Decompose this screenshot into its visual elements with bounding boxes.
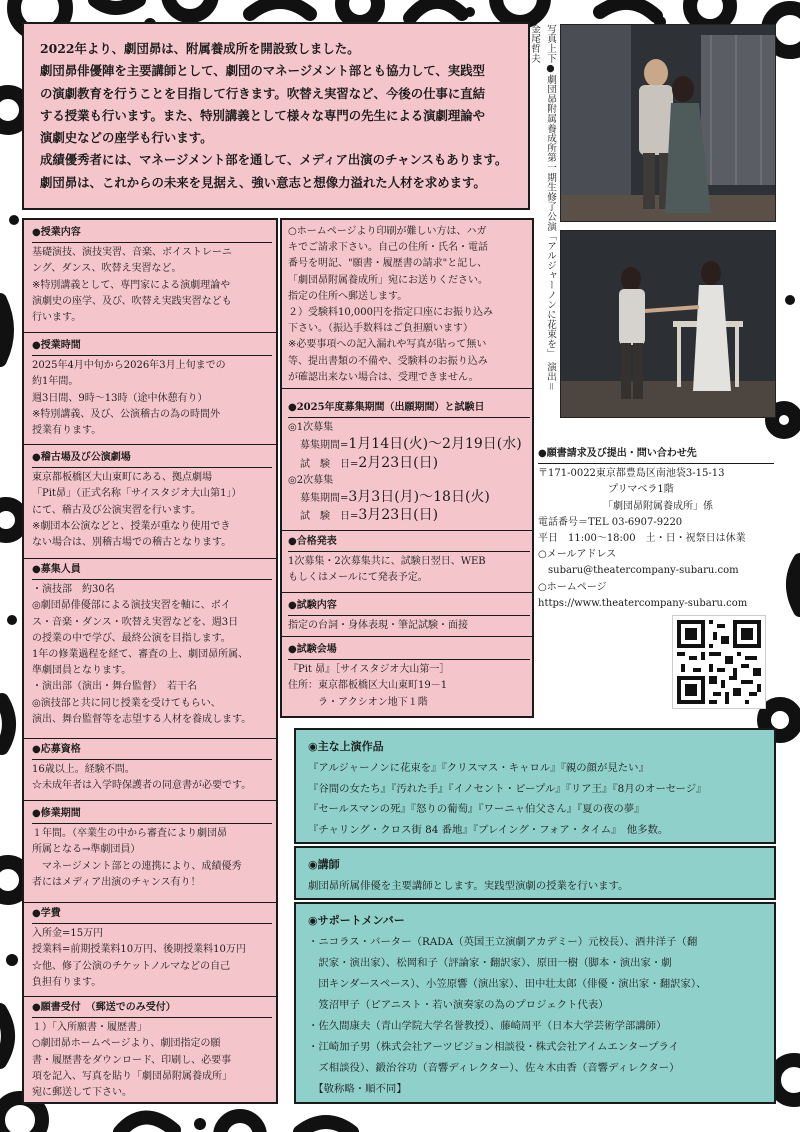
round1-exam-date: 2月23日(日) (358, 454, 439, 471)
section-heading: ●応募資格 (32, 742, 272, 760)
support-box (294, 902, 776, 1104)
support-members: ・ニコラス・バーター（RADA（英国王立演劇アカデミー）元校長）、酒井洋子（翻 訳家・演出家）、松岡和子（評論家・翻訳家）、原田一樹（脚本・演出家・劇 団キンダースペース）、小笠原響（演出家）、田中壮太郎（俳優・演出家・翻訳家）、 笈沼甲子（ピアニスト・若い演奏家の為のプロジェクト代表） ・佐久間康夫（青山学院大学名誉教授）、藤崎周平（日本大学芸術学部講師） ・江崎加子男（株式会社アーツビジョン相談役・株式会社アイムエンタープライ ズ相談役）、鍛治谷功（音響ディレクター）、佐々木由香（音響ディレクター） 【敬称略・順不同】 (308, 936, 707, 1095)
photo-caption: 写真上下●劇団昴附属養成所第一期生修了公演「アルジャーノンに花束を」 演出＝金尾哲夫 (529, 24, 556, 392)
contact-details: 〒171-0022東京都豊島区南池袋3-15-13 プリマベラ1階 「劇団昴附属養成所」係 電話番号＝TEL 03-6907-9220 平日 11:00〜18:00 土・日・祝祭日は休業 ○メールアドレス subaru@theatercompany-subaru.com ○ホームページ https://www.theatercompany-subaru.com (538, 468, 748, 609)
divider (22, 332, 278, 333)
works-box (294, 728, 776, 844)
section-schedule (288, 400, 530, 525)
round2-title: ◎2次募集 (288, 474, 334, 486)
intro-line: 劇団昴は、これからの未来を見据え、強い意志と想像力溢れた人材を求めます。 (40, 174, 486, 190)
section-exam-venue (288, 642, 530, 711)
section-heading: ●授業内容 (32, 225, 272, 243)
section-body: 16歳以上。経験不問。 ☆未成年者は入学時保護者の同意書が必要です。 (32, 764, 252, 792)
exam-label: 試 験 日= (300, 458, 359, 470)
lecturer-text: 劇団昴所属俳優を主要講師とします。実践型演劇の授業を行います。 (308, 880, 629, 892)
section-heading: ●願書受付 （郵送でのみ受付） (32, 1000, 272, 1018)
period-label: 募集期間= (300, 440, 349, 452)
works-list: 『アルジャーノンに花束を』『クリスマス・キャロル』『親の顔が見たい』 『谷間の女たち』『汚れた手』『イノセント・ピープル』『リア王』『8月のオーセージ』 『セールスマンの死』『怒りの葡萄』『ワーニャ伯父さん』『夏の夜の夢』 『チャリング・クロス街 84 番地』『ブレイング・フォア・タイム』 他多数。 (308, 762, 707, 836)
round2-exam-date: 3月23日(日) (358, 507, 439, 524)
divider (280, 530, 534, 531)
section-exam-content (288, 598, 530, 634)
intro-line: する授業も行います。また、特別講義として様々な専門の先生による演劇理論や (40, 107, 486, 123)
section-venue (32, 450, 272, 551)
intro-line: の演劇教育を行うことを目指して行きます。吹替え実習など、今後の仕事に直結 (40, 85, 486, 101)
section-recruitment (32, 562, 272, 728)
qr-code-icon[interactable] (672, 615, 766, 709)
section-heading: ●学費 (32, 906, 272, 924)
section-heading: ●願書請求及び提出・問い合わせ先 (538, 446, 774, 464)
section-course-content (32, 225, 272, 326)
section-body: １年間。（卒業生の中から審査により劇団昴 所属となる→準劇団員） マネージメント部との連携により、成績優秀 者にはメディア出演のチャンス有り！ (32, 828, 242, 888)
section-heading: ●稽古場及び公演劇場 (32, 450, 272, 468)
round2-period: 3月3日(月)〜18日(火) (348, 489, 490, 506)
section-body: ・演技部 約30名 ◎劇団昴俳優部による演技実習を軸に、ボイ ス・音楽・ダンス・吹替え実習などを、週3日 の授業の中で学び、最終公演を目指します。 1年の修業過程を経て、審査の上、劇団昴所属、 準劇団員となります。 ・演出部（演出・舞台監督） 若干名 ◎演技部と共に同じ授業を受けてもらい、 演出、舞台監督等を志望する人材を養成します。 (32, 584, 252, 725)
divider (22, 558, 278, 559)
section-body: 1次募集・2次募集共に、試験日翌日、WEB もしくはメールにて発表予定。 (288, 556, 486, 584)
intro-line: 成績優秀者には、マネージメント部を通して、メディア出演のチャンスもあります。 (40, 152, 508, 168)
section-eligibility (32, 742, 272, 795)
lecturer-box (294, 846, 776, 900)
section-results (288, 534, 530, 587)
section-body: ○ホームページより印刷が難しい方は、ハガ キでご請求下さい。自己の住所・氏名・電話 番号を明記、"願書・履歴書の請求"と記し、 「劇団昴附属養成所」宛にお送りください。 指定の住所へ郵送します。 ２）受験料10,000円を指定口座にお振り込み 下さい。（振込手数料はご負担願います） ※必要事項への記入漏れや写真が貼って無い 等、提出書類の不備や、受験料のお振り込み が確認出来ない場合は、受理できません。 (288, 226, 493, 383)
divider (22, 902, 278, 903)
section-body: 基礎演技、演技実習、音楽、ボイストレーニ ング、ダンス、吹替え実習など。 ※特別講義として、専門家による演劇理論や 演劇史の座学、及び、吹替え実践実習なども 行います。 (32, 247, 232, 324)
section-body: 東京都板橋区大山東町にある、拠点劇場 「Pit昴」（正式名称「サイスタジオ大山第1」） にて、稽古及び公演実習を行います。 ※劇団本公演などと、授業が重なり使用でき ない場合は、別稽古場での稽古となります。 (32, 472, 242, 549)
section-body: 指定の台詞・身体表現・筆記試験・面接 (288, 620, 468, 632)
section-body: 2025年4月中旬から2026年3月上旬までの 約1年間。 週3日間、9時〜13時（途中休憩有り） ※特別講義、及び、公演稽古の為の時間外 授業有ります。 (32, 360, 226, 437)
divider (22, 738, 278, 739)
section-body: 『Pit 昴』［サイスタジオ大山第一］ 住所：東京都板橋区大山東町19－1 ラ・アクシオン地下１階 (288, 664, 450, 708)
section-heading: ●合格発表 (288, 534, 530, 552)
intro-line: 演劇史などの座学も行います。 (40, 130, 213, 146)
section-body: １）「入所願書・履歴書」 ○劇団昴ホームページより、劇団指定の願 書・履歴書をダウンロード、印刷し、必要事 項を記入、写真を貼り「劇団昴附属養成所」 宛に郵送して下さい。 (32, 1022, 232, 1099)
period-label: 募集期間= (300, 493, 349, 505)
divider (22, 800, 278, 801)
works-heading: ◉主な上演作品 (308, 740, 384, 753)
divider (280, 636, 534, 637)
application-continued (288, 224, 530, 386)
exam-label: 試 験 日= (300, 511, 359, 523)
section-heading: ●授業時間 (32, 338, 272, 356)
section-body: 入所金=15万円 授業料=前期授業料10万円、後期授業料10万円 ☆他、修了公演のチケットノルマなどの自己 負担有ります。 (32, 928, 246, 988)
section-heading: ●募集人員 (32, 562, 272, 580)
stage-photo-bottom (560, 230, 776, 418)
support-heading: ◉サポートメンバー (308, 914, 405, 927)
section-heading: ●2025年度募集期間（出願期間）と試験日 (288, 400, 530, 418)
section-heading: ●修業期間 (32, 806, 272, 824)
intro-line: 2022年より、劇団昴は、附属養成所を開設致しました。 (40, 41, 360, 56)
divider (22, 444, 278, 445)
intro-block (22, 22, 530, 210)
divider (280, 592, 534, 593)
section-heading: ●試験会場 (288, 642, 530, 660)
section-tuition (32, 906, 272, 991)
stage-photo-top (560, 24, 776, 222)
section-study-period (32, 806, 272, 891)
section-application (32, 1000, 272, 1101)
round1-period: 1月14日(火)〜2月19日(水) (348, 436, 522, 453)
round1-title: ◎1次募集 (288, 422, 334, 434)
lecturer-heading: ◉講師 (308, 858, 340, 871)
intro-line: 劇団昴俳優陣を主要講師として、劇団のマネージメント部とも協力して、実践型 (40, 63, 485, 79)
section-heading: ●試験内容 (288, 598, 530, 616)
section-class-hours (32, 338, 272, 439)
divider (280, 388, 534, 389)
divider (22, 996, 278, 997)
section-contact (538, 446, 774, 612)
